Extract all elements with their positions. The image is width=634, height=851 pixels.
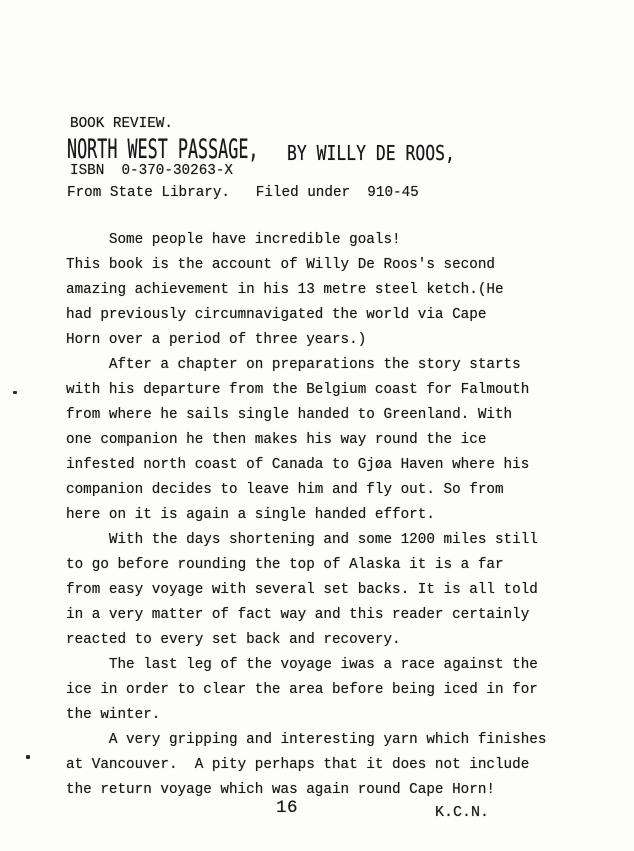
book-title: NORTH WEST PASSAGE, [67, 134, 259, 165]
review-body-text: Some people have incredible goals! This book is the account of Willy De Roos's second amazing achievement in his 13 metre steel ketch.(He had previously circumnavigated the world via Cape Horn over a period of three years.) After a chapter on preparations the story starts with his departure from the Belgium coast for Falmouth from where he sails single handed to Greenland. With one companion he then makes his way round the ice infested north coast of Canada to Gjøa Haven where his companion decides to leave him and fly out. So from here on it is again a single handed effort. With the days shortening and some 1200 miles still to go before rounding the top of Alaska it is a far from easy voyage with several set backs. It is all told in a very matter of fact way and this reader certainly reacted to every set back and recovery. The last leg of the voyage iwas a race against the ice in order to clear the area before being iced in for the winter. A very gripping and interesting yarn which finishes at Vancouver. A pity perhaps that it does not include the return voyage which was again round Cape Horn! [66, 232, 547, 798]
isbn-line: ISBN 0-370-30263-X [70, 163, 234, 179]
page-number: 16 [276, 798, 299, 818]
scan-speck [13, 391, 17, 394]
reviewer-initials: K.C.N. [435, 804, 490, 821]
library-source-line: From State Library. Filed under 910-45 [67, 185, 419, 201]
book-author-byline: BY WILLY DE ROOS, [287, 141, 455, 165]
scan-speck [26, 755, 30, 759]
section-kicker: BOOK REVIEW. [70, 116, 173, 132]
